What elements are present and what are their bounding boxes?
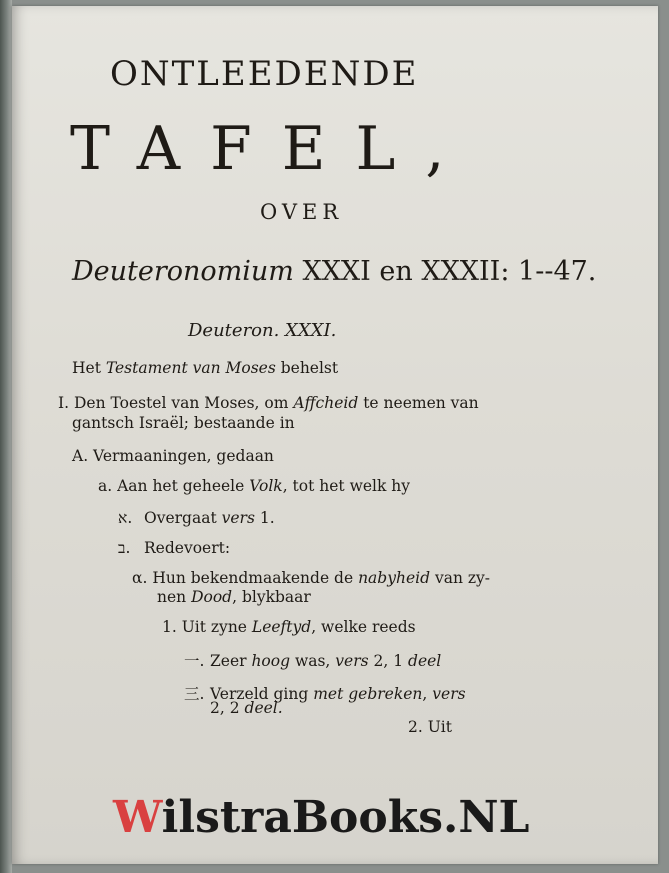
text-span: , tot het welk hy	[282, 477, 411, 495]
text-span: I. Den Toestel van Moses, om	[58, 394, 294, 412]
text-span: Zeer	[210, 652, 252, 670]
beth-mark: ב.	[118, 539, 131, 557]
section-i-line-1	[58, 394, 479, 412]
book-spine	[0, 0, 12, 873]
text-span: vers	[432, 685, 466, 703]
aleph-mark: א.	[118, 509, 133, 527]
text-span: , welke reeds	[311, 618, 416, 636]
title-line-1: ONTLEEDENDE	[110, 54, 419, 94]
text-span: 2, 2	[210, 699, 245, 717]
title-line-2: TAFEL,	[70, 114, 475, 184]
intro-line	[72, 359, 338, 377]
text-span: Het	[72, 359, 106, 377]
text-span: Verzeld ging	[210, 685, 314, 703]
subject-italic: Deuteronomium	[72, 256, 294, 287]
text-span: was,	[290, 652, 336, 670]
section-i-line-2: gantsch Israël; bestaande in	[72, 414, 295, 432]
one-line	[162, 618, 416, 636]
text-span: Overgaat	[144, 509, 222, 527]
section-a-line: A. Vermaaningen, gedaan	[72, 447, 274, 465]
subject-rest: XXXI en XXXII: 1--47.	[302, 256, 597, 287]
aleph-line	[118, 509, 275, 528]
text-span: Leeftyd	[251, 618, 312, 636]
text-span: ,	[422, 685, 433, 703]
book-page	[12, 6, 658, 864]
watermark-rest: ilstraBooks.NL	[161, 792, 530, 843]
text-span: hoog	[251, 652, 291, 670]
text-span: vers	[335, 652, 369, 670]
beth-line	[118, 539, 230, 558]
subject-line	[72, 256, 596, 287]
text-span: Testament van Moses	[105, 359, 276, 377]
text-span: te neemen van	[358, 394, 479, 412]
text-span: nabyheid	[358, 569, 431, 587]
text-span: met gebreken	[313, 685, 423, 703]
catchword: 2. Uit	[408, 718, 452, 736]
text-span: a. Aan het geheele	[98, 477, 250, 495]
text-span: Volk	[249, 477, 283, 495]
section-a-sub-line	[98, 477, 410, 495]
alpha-line-1	[132, 569, 490, 587]
text-span: 1.	[254, 509, 275, 527]
text-span: deel.	[244, 699, 283, 717]
sub-one-mark: 一.	[184, 652, 205, 670]
chapter-heading: Deuteron. XXXI.	[188, 320, 337, 341]
sub-two-line-2	[210, 699, 283, 717]
text-span: α. Hun bekendmaakende de	[132, 569, 359, 587]
text-span: 2, 1	[368, 652, 409, 670]
text-span: Affcheid	[293, 394, 359, 412]
text-span: Dood	[191, 588, 233, 606]
text-span: deel	[408, 652, 442, 670]
alpha-line-2	[157, 588, 311, 606]
watermark-initial: W	[113, 792, 162, 843]
sub-two-mark: 三.	[184, 685, 205, 703]
text-span: , blykbaar	[232, 588, 311, 606]
text-span: vers	[221, 509, 255, 527]
sub-one-line	[184, 649, 441, 671]
text-span: behelst	[275, 359, 339, 377]
text-span: van zy-	[430, 569, 491, 587]
text-span: 1. Uit zyne	[162, 618, 252, 636]
text-span: nen	[157, 588, 192, 606]
text-span: Redevoert:	[144, 539, 231, 557]
watermark-logo	[113, 792, 529, 843]
title-line-3: OVER	[260, 200, 344, 224]
